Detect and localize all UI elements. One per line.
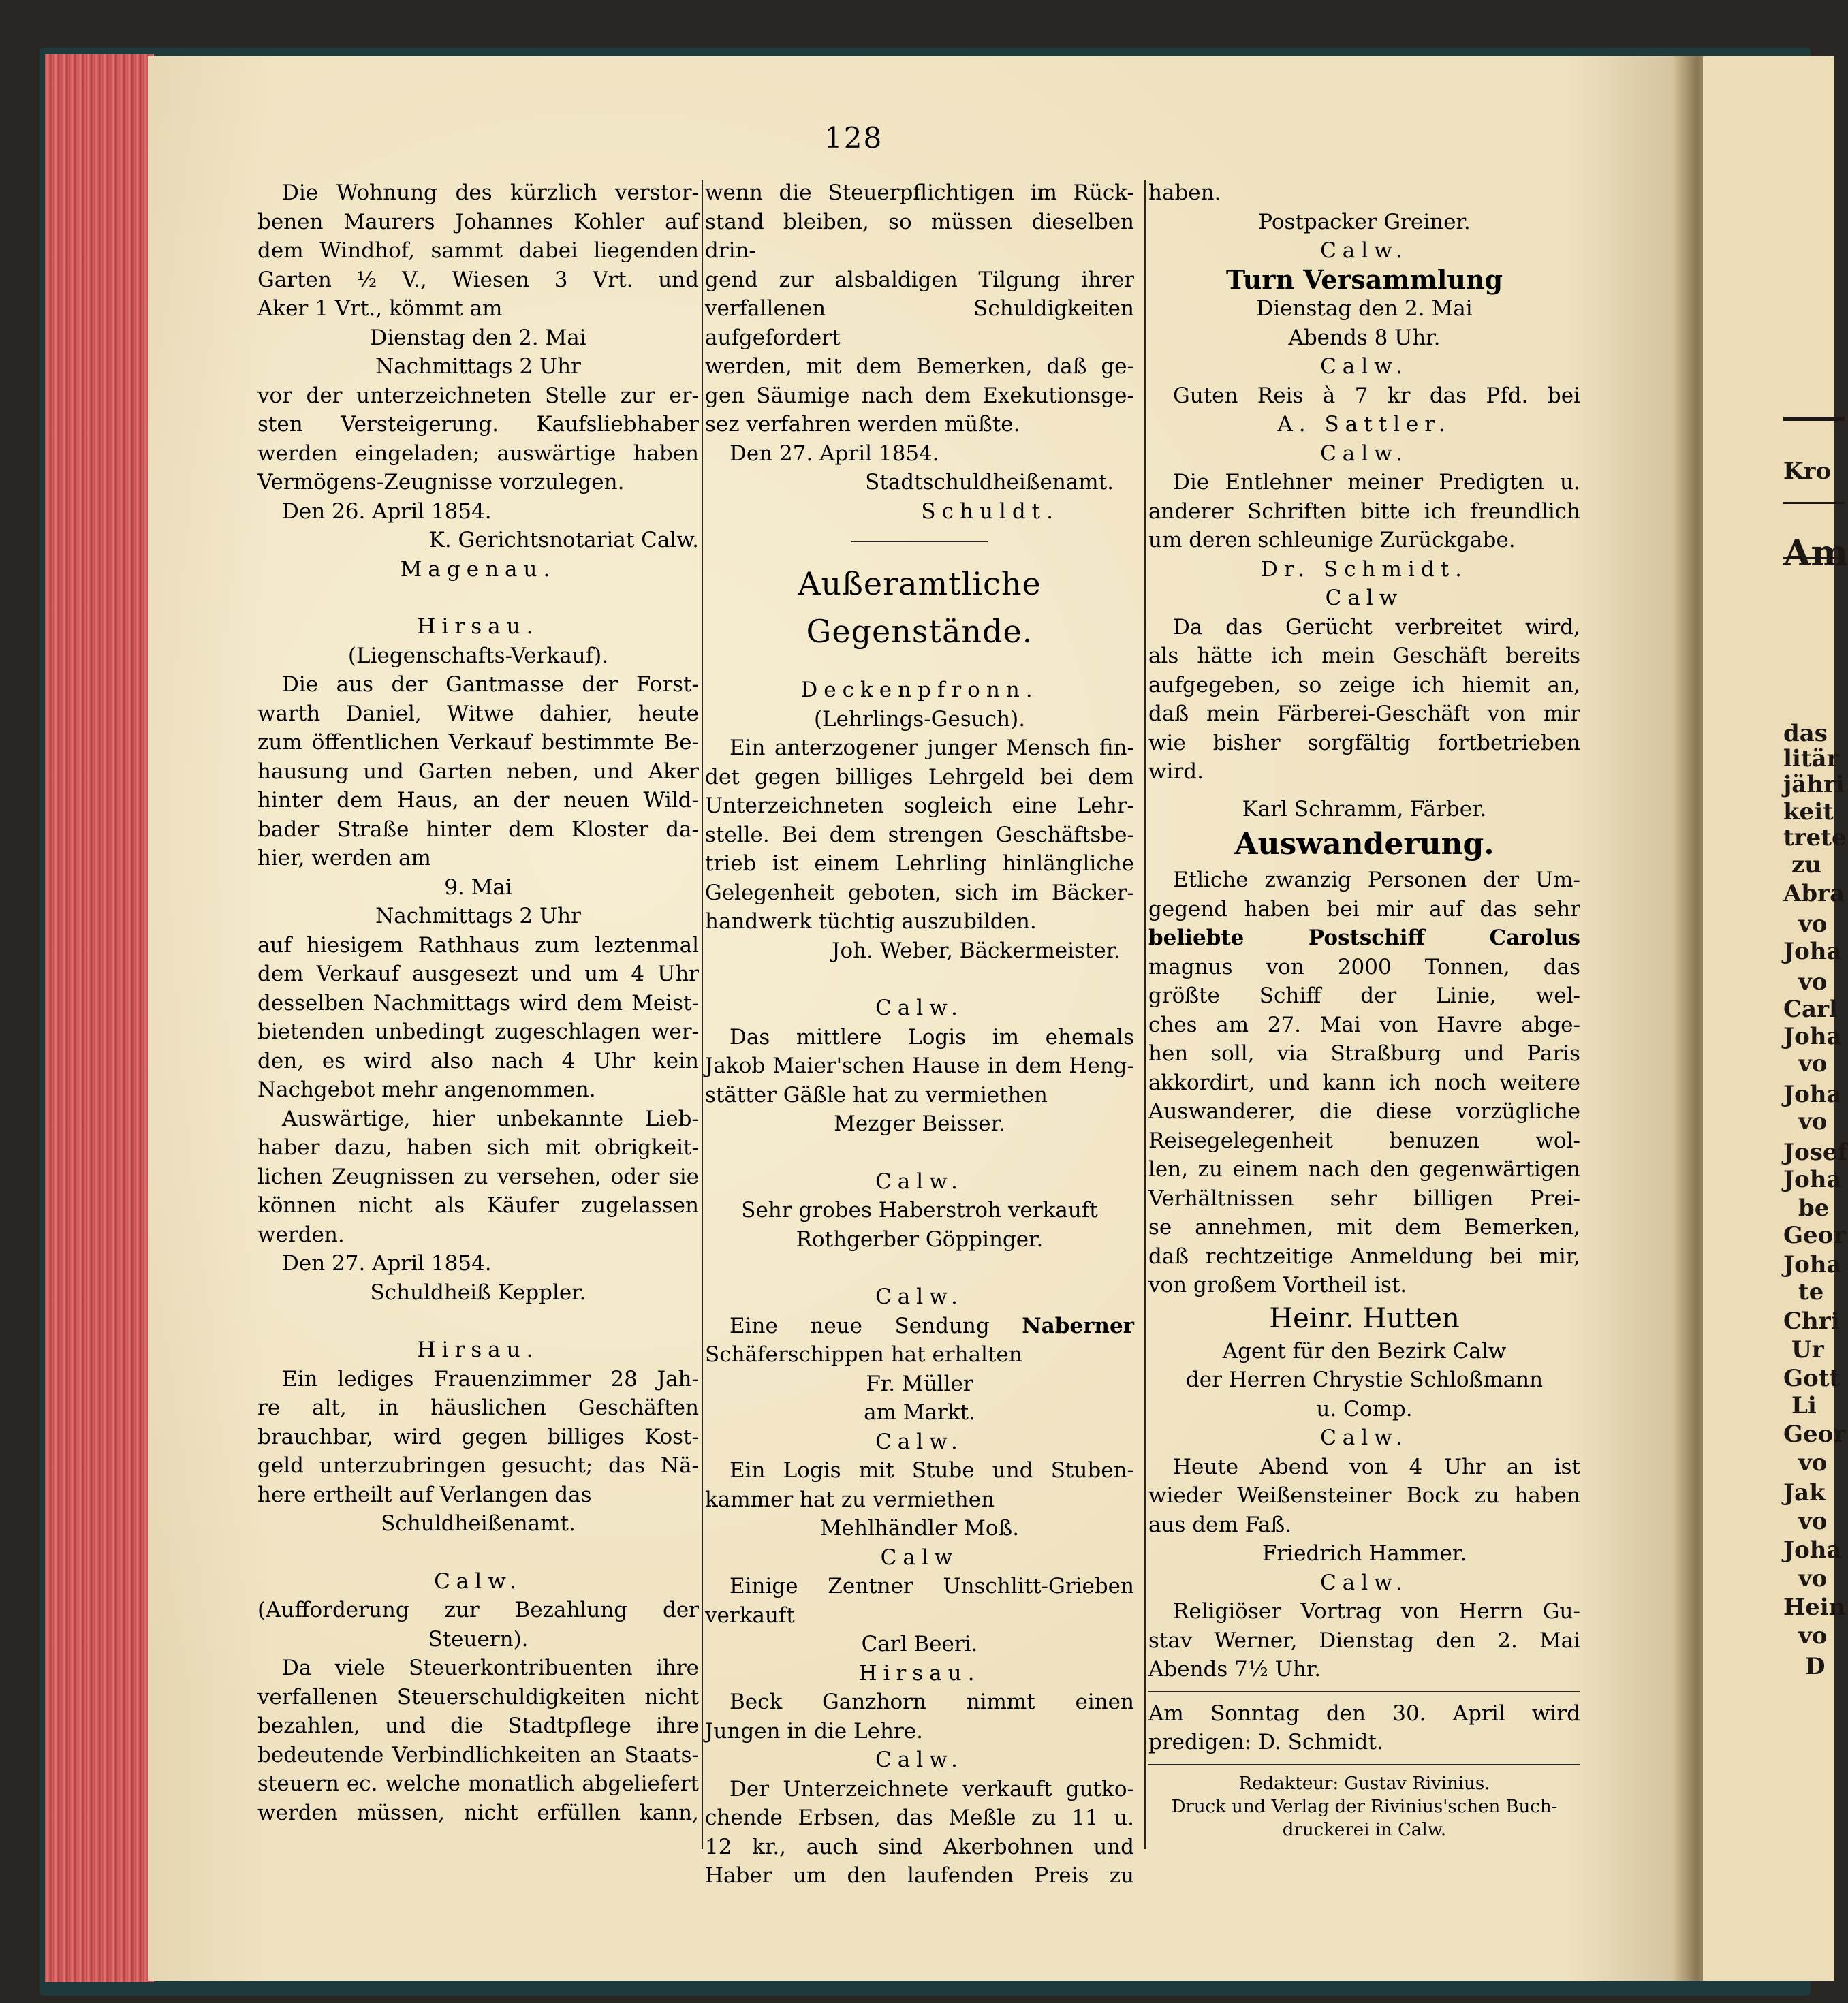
text-line: Ein Logis mit Stube und Stuben-: [730, 1458, 1134, 1483]
next-page-word-fragment: Am: [1783, 533, 1848, 574]
next-page-word-fragment: Abra: [1783, 880, 1845, 907]
text-line: kammer hat zu vermiethen: [705, 1487, 995, 1512]
next-page-word-fragment: Joha: [1783, 1536, 1842, 1564]
text-line: als hätte ich mein Geschäft bereits: [1148, 644, 1580, 668]
text-run-bold: Naberner: [1022, 1313, 1134, 1338]
text-line: Sehr grobes Haberstroh verkauft: [741, 1198, 1098, 1223]
next-page-word-fragment: Kro: [1783, 458, 1832, 485]
text-line: stand bleiben, so müssen dieselben drin-: [705, 209, 1134, 263]
ad-subtitle: Steuern).: [428, 1626, 529, 1652]
page-number: 128: [824, 121, 883, 155]
next-page-word-fragment: vo: [1798, 1565, 1828, 1592]
text-line: Schäferschippen hat erhalten: [705, 1342, 1022, 1367]
ad-place: Calw.: [875, 1169, 964, 1194]
ad-signer: Schuldheißenamt.: [381, 1511, 576, 1536]
ad-date: Den 26. April 1854.: [282, 499, 492, 524]
ad-calw-bock: [1148, 1423, 1580, 1568]
next-page-word-fragment: Joha: [1783, 1023, 1842, 1050]
text-line: gegend haben bei mir auf das sehr: [1148, 896, 1580, 921]
next-page-fragment: [1703, 56, 1848, 1981]
text-line: hier, werden am: [257, 846, 431, 870]
text-line: Einige Zentner Unschlitt-Grieben: [730, 1574, 1134, 1598]
ad-signer: Schuldt.: [921, 499, 1059, 524]
text-line: Beck Ganzhorn nimmt einen: [730, 1690, 1134, 1714]
next-page-word-fragment: Carl: [1783, 996, 1838, 1023]
page-edges: [45, 54, 154, 1982]
text-line: bietenden unbedingt zugeschlagen wer-: [257, 1020, 699, 1044]
next-page-word-fragment: das: [1783, 720, 1828, 747]
ad-place: Calw.: [875, 996, 964, 1020]
text-line: stätter Gäßle hat zu vermiethen: [705, 1082, 1048, 1107]
text-line: Auswärtige, hier unbekannte Lieb-: [282, 1106, 699, 1131]
text-line: [705, 1312, 1134, 1341]
text-line: zum öffentlichen Verkauf bestimmte Be-: [257, 730, 699, 755]
text-line: werden, mit dem Bemerken, daß ge-: [705, 354, 1134, 379]
text-line: wird.: [1148, 759, 1204, 784]
ad-title: Turn Versammlung: [1225, 264, 1503, 295]
text-line: re alt, in häuslichen Geschäften: [257, 1395, 699, 1420]
text-line: len, zu einem nach den gegenwärtigen: [1148, 1157, 1580, 1182]
ad-subtitle: (Lehrlings-Gesuch).: [813, 706, 1026, 731]
column-2: [705, 178, 1134, 1891]
imprint-line: Redakteur: Gustav Rivinius.: [1238, 1773, 1490, 1794]
text-line: dem Windhof, sammt dabei liegenden: [257, 238, 699, 263]
text-line: Reisegelegenheit benuzen wol-: [1148, 1128, 1580, 1153]
text-line: stelle. Bei dem strengen Geschäftsbe-: [705, 822, 1134, 847]
text-line: predigen: D. Schmidt.: [1148, 1730, 1383, 1754]
ad-signer: Friedrich Hammer.: [1262, 1541, 1467, 1566]
ad-calw-grieben: [705, 1543, 1134, 1659]
text-line: den, es wird also nach 4 Uhr kein: [257, 1048, 699, 1073]
ad-signer: A. Sattler.: [1277, 412, 1452, 437]
imprint: [1148, 1772, 1580, 1842]
text-line: haber dazu, haben sich mit obrigkeit-: [257, 1135, 699, 1160]
column-1: [257, 178, 699, 1827]
text-line: se annehmen, mit dem Bemerken,: [1148, 1215, 1580, 1240]
text-line: gend zur alsbaldigen Tilgung ihrer: [705, 267, 1134, 292]
ad-place: Hirsau.: [858, 1660, 981, 1686]
next-page-word-fragment: Joha: [1783, 1081, 1842, 1108]
next-page-rule: [1783, 502, 1845, 504]
text-line: Nachmittags 2 Uhr: [375, 354, 581, 379]
ad-place: Deckenpfronn.: [800, 678, 1039, 702]
ad-signer: Postpacker Greiner.: [1258, 209, 1471, 234]
text-line: Nachgebot mehr angenommen.: [257, 1077, 596, 1102]
next-page-word-fragment: Joha: [1783, 1251, 1842, 1278]
text-line: Garten ½ V., Wiesen 3 Vrt. und: [257, 267, 699, 292]
ad-place: Calw.: [875, 1429, 964, 1454]
text-line: Ein lediges Frauenzimmer 28 Jah-: [282, 1366, 699, 1391]
ad-calw-erbsen: [705, 1746, 1134, 1891]
next-page-word-fragment: litär: [1783, 745, 1839, 772]
next-page-word-fragment: Joha: [1783, 1166, 1842, 1193]
text-line: Am Sonntag den 30. April wird: [1148, 1701, 1580, 1726]
text-line: können nicht als Käufer zugelassen: [257, 1193, 699, 1218]
ad-office: Stadtschuldheißenamt.: [865, 470, 1114, 494]
text-line: daß mein Färberei-Geschäft von mir: [1148, 701, 1580, 726]
next-page-word-fragment: jähri: [1783, 771, 1845, 798]
text-line: Unterzeichneten sogleich eine Lehr-: [705, 793, 1134, 818]
next-page-word-fragment: vo: [1798, 911, 1828, 938]
text-line: Auswanderer, die diese vorzügliche: [1148, 1099, 1580, 1124]
ad-date: Den 27. April 1854.: [730, 441, 939, 466]
next-page-word-fragment: keit: [1783, 798, 1834, 825]
text-line: Die Wohnung des kürzlich verstor-: [282, 180, 699, 205]
text-line: wieder Weißensteiner Bock zu haben: [1148, 1483, 1580, 1508]
ad-auswanderung: [1148, 823, 1580, 1423]
next-page-word-fragment: vo: [1798, 1108, 1828, 1135]
ad-signer: Mezger Beisser.: [834, 1111, 1005, 1136]
text-line: daß rechtzeitige Anmeldung bei mir,: [1148, 1244, 1580, 1269]
ad-calw-logis: [705, 994, 1134, 1139]
ad-calw-vortrag: [1148, 1568, 1580, 1684]
text-line: hen soll, via Straßburg und Paris: [1148, 1041, 1580, 1066]
ad-signer: Joh. Weber, Bäckermeister.: [832, 938, 1121, 963]
ad-deckenpfronn: [705, 676, 1134, 965]
text-line: 9. Mai: [444, 874, 512, 900]
text-line: aufgegeben, so zeige ich hiemit an,: [1148, 672, 1580, 697]
text-line: Dienstag den 2. Mai: [1256, 296, 1473, 321]
text-line: handwerk tüchtig auszubilden.: [705, 909, 1037, 934]
ad-place: Calw: [880, 1545, 959, 1570]
ad-agent-line: Agent für den Bezirk Calw: [1222, 1338, 1507, 1363]
text-line: verfallenen Schuldigkeiten aufgefordert: [705, 296, 1134, 350]
next-page-word-fragment: vo: [1798, 1508, 1828, 1535]
separator-rule: [851, 541, 988, 542]
ad-place: Calw.: [1320, 1425, 1409, 1450]
text-line: um deren schleunige Zurückgabe.: [1148, 528, 1516, 552]
next-page-word-fragment: vo: [1798, 1622, 1828, 1650]
text-line: verkauft: [705, 1603, 795, 1628]
ad-hirsau-ganzhorn: [705, 1659, 1134, 1746]
ad-subtitle: (Aufforderung zur Bezahlung der: [257, 1598, 699, 1622]
ad-office: K. Gerichtsnotariat Calw.: [428, 528, 699, 552]
ad-date: Den 27. April 1854.: [282, 1251, 492, 1276]
text-run: Eine neue Sendung: [730, 1313, 990, 1338]
text-line: Religiöser Vortrag von Herrn Gu-: [1173, 1599, 1580, 1624]
text-line: Haber um den laufenden Preis zu: [705, 1863, 1134, 1888]
ad-signer: Carl Beeri.: [861, 1632, 978, 1656]
ad-signer-address: am Markt.: [864, 1400, 975, 1425]
text-line: anderer Schriften bitte ich freundlich: [1148, 499, 1580, 524]
text-line: vor der unterzeichneten Stelle zur er-: [257, 383, 699, 408]
ad-signer: Magenau.: [400, 556, 557, 582]
text-line: trieb ist einem Lehrling hinlängliche: [705, 851, 1134, 876]
next-page-word-fragment: Geor: [1783, 1421, 1846, 1448]
text-line: Jungen in die Lehre.: [705, 1718, 923, 1744]
ad-signer: Mehlhändler Moß.: [819, 1516, 1020, 1541]
column-3: [1148, 178, 1580, 1842]
text-line: wenn die Steuerpflichtigen im Rück-: [705, 180, 1134, 205]
next-page-word-fragment: vo: [1798, 1449, 1828, 1477]
text-line: chende Erbsen, das Meßle zu 11 u.: [705, 1805, 1134, 1830]
text-line: steuern ec. welche monatlich abgeliefert: [257, 1771, 699, 1796]
text-line: desselben Nachmittags wird dem Meist-: [257, 990, 699, 1015]
ad-place: Calw.: [1320, 354, 1409, 379]
text-line: 12 kr., auch sind Akerbohnen und: [705, 1834, 1134, 1859]
text-line: Das mittlere Logis im ehemals: [730, 1024, 1134, 1050]
text-line: Heute Abend von 4 Uhr an ist: [1173, 1454, 1580, 1479]
next-page-word-fragment: trete: [1783, 824, 1847, 851]
imprint-line: druckerei in Calw.: [1282, 1819, 1447, 1840]
text-line: wie bisher sorgfältig fortbetrieben: [1148, 730, 1580, 755]
text-line: Etliche zwanzig Personen der Um-: [1173, 868, 1580, 892]
text-line: Aker 1 Vrt., kömmt am: [257, 296, 503, 321]
ad-agent-line: der Herren Chrystie Schloßmann: [1185, 1368, 1544, 1392]
ad-kohler-auction: [257, 178, 699, 584]
text-line: Vermögens-Zeugnisse vorzulegen.: [257, 470, 625, 494]
ad-subtitle: (Liegenschafts-Verkauf).: [347, 643, 609, 668]
next-page-rule: [1783, 417, 1845, 421]
text-line: werden müssen, nicht erfüllen kann,: [257, 1800, 699, 1825]
ad-signer: Schuldheiß Keppler.: [370, 1280, 586, 1305]
next-page-word-fragment: Ur: [1791, 1336, 1824, 1363]
text-line: brauchbar, wird gegen billiges Kost-: [257, 1424, 699, 1449]
text-line: Dienstag den 2. Mai: [370, 325, 586, 350]
text-line: ches am 27. Mai von Havre abge-: [1148, 1012, 1580, 1037]
text-line: Verhältnissen sehr billigen Prei-: [1148, 1186, 1580, 1211]
text-line: verfallenen Steuerschuldigkeiten nicht: [257, 1684, 699, 1709]
text-line: magnus von 2000 Tonnen, das: [1148, 954, 1580, 979]
ad-signer: Dr. Schmidt.: [1260, 556, 1468, 582]
column-divider: [702, 180, 703, 1849]
ad-place: Calw.: [875, 1748, 964, 1772]
text-line: stav Werner, Dienstag den 2. Mai: [1148, 1628, 1580, 1653]
ad-place: Calw.: [434, 1568, 522, 1594]
ad-calw-faerberei: [1148, 584, 1580, 823]
ad-place: Calw.: [1320, 441, 1409, 466]
text-line: akkordirt, und kann ich noch weitere: [1148, 1070, 1580, 1095]
text-line: Die Entlehner meiner Predigten u.: [1173, 470, 1580, 494]
text-line: beliebte Postschiff Carolus: [1148, 926, 1580, 950]
column-divider: [1144, 180, 1146, 1849]
next-page-word-fragment: Hein: [1783, 1594, 1846, 1621]
text-line: werden eingeladen; auswärtige haben: [257, 441, 699, 466]
text-line: bader Straße hinter dem Kloster da-: [257, 817, 699, 842]
ad-calw-taxes: [257, 1567, 699, 1828]
text-line: benen Maurers Johannes Kohler auf: [257, 209, 699, 234]
text-line: Der Unterzeichnete verkauft gutko-: [730, 1776, 1134, 1801]
text-line: auf hiesigem Rathhaus zum leztenmal: [257, 932, 699, 958]
text-line: Ein anterzogener junger Mensch fin-: [730, 736, 1134, 760]
next-page-word-fragment: be: [1798, 1195, 1830, 1222]
ad-calw-reis: [1148, 352, 1580, 439]
text-line: Abends 7½ Uhr.: [1148, 1657, 1321, 1682]
text-line: größte Schiff der Linie, wel-: [1148, 983, 1580, 1008]
text-line: Da das Gerücht verbreitet wird,: [1173, 614, 1580, 640]
next-page-word-fragment: Geor: [1783, 1222, 1846, 1249]
ad-hirsau-property: [257, 612, 699, 1307]
next-page-word-fragment: Jak: [1783, 1479, 1826, 1507]
ad-place: Calw: [1325, 586, 1404, 610]
ad-place: Calw.: [1320, 238, 1409, 263]
text-line: warth Daniel, Witwe dahier, heute: [257, 701, 699, 726]
sunday-notice: [1148, 1699, 1580, 1757]
text-line: dem Verkauf ausgesezt und um 4 Uhr: [257, 962, 699, 986]
next-page-word-fragment: vo: [1798, 1050, 1828, 1077]
next-page-word-fragment: Chri: [1783, 1308, 1840, 1335]
ad-place: Calw.: [1320, 1570, 1409, 1595]
imprint-line: Druck und Verlag der Rivinius'schen Buch-: [1171, 1796, 1558, 1817]
next-page-word-fragment: Gott: [1783, 1365, 1841, 1392]
ad-signer: Fr. Müller: [866, 1371, 973, 1396]
text-line: Die aus der Gantmasse der Forst-: [282, 672, 699, 697]
text-line: here ertheilt auf Verlangen das: [257, 1482, 592, 1507]
next-page-word-fragment: te: [1798, 1278, 1824, 1306]
text-line: hausung und Garten neben, und Aker: [257, 759, 699, 784]
text-line: Abends 8 Uhr.: [1288, 325, 1441, 350]
ad-signer: Karl Schramm, Färber.: [1242, 796, 1487, 821]
text-line: lichen Zeugnissen zu versehen, oder sie: [257, 1164, 699, 1189]
text-line: gen Säumige nach dem Exekutionsge-: [705, 383, 1134, 408]
text-line: bezahlen, und die Stadtpflege ihre: [257, 1714, 699, 1738]
ad-place: Hirsau.: [417, 614, 539, 639]
ad-calw-erbsen-continued: [1148, 178, 1580, 236]
ad-title: Auswanderung.: [1234, 827, 1494, 862]
separator-rule: [1148, 1764, 1580, 1765]
ad-place: Hirsau.: [417, 1338, 539, 1362]
ad-calw-predigten: [1148, 439, 1580, 584]
ad-place: Calw.: [875, 1284, 964, 1309]
text-line: Jakob Maier'schen Hause in dem Heng-: [705, 1054, 1134, 1078]
ad-calw-taxes-continued: [705, 178, 1134, 526]
text-line: hinter dem Haus, an der neuen Wild-: [257, 788, 699, 813]
text-line: haben.: [1148, 180, 1221, 205]
text-line: sez verfahren werden müßte.: [705, 412, 1020, 437]
ad-hirsau-woman: [257, 1336, 699, 1539]
ad-calw-stube: [705, 1428, 1134, 1543]
text-line: Gelegenheit geboten, sich im Bäcker-: [705, 880, 1134, 905]
ad-calw-schippen: [705, 1282, 1134, 1428]
text-line: aus dem Faß.: [1148, 1512, 1292, 1537]
next-page-word-fragment: Li: [1791, 1392, 1817, 1419]
text-line: Guten Reis à 7 kr das Pfd. bei: [1173, 383, 1580, 408]
ad-calw-haberstroh: [705, 1167, 1134, 1255]
text-line: bedeutende Verbindlichkeiten an Staats-: [257, 1742, 699, 1767]
next-page-word-fragment: Joha: [1783, 938, 1842, 965]
ad-agent-line: u. Comp.: [1316, 1396, 1413, 1421]
text-line: geld unterzubringen gesucht; das Nä-: [257, 1453, 699, 1478]
text-line: werden.: [257, 1222, 345, 1247]
next-page-word-fragment: Josef: [1783, 1139, 1848, 1166]
section-title: Außeramtliche Gegenstände.: [798, 565, 1042, 650]
separator-rule: [1148, 1691, 1580, 1692]
text-line: Nachmittags 2 Uhr: [375, 904, 581, 928]
text-line: sten Versteigerung. Kaufsliebhaber: [257, 412, 699, 437]
text-line: von großem Vortheil ist.: [1148, 1273, 1407, 1297]
next-page-word-fragment: vo: [1798, 968, 1828, 996]
text-line: Da viele Steuerkontribuenten ihre: [282, 1656, 699, 1680]
ad-signer: Rothgerber Göppinger.: [796, 1227, 1044, 1252]
ad-turnverein: [1148, 236, 1580, 352]
text-line: det gegen billiges Lehrgeld bei dem: [705, 764, 1134, 789]
next-page-word-fragment: zu: [1791, 851, 1822, 879]
ad-signer: Heinr. Hutten: [1269, 1302, 1460, 1334]
next-page-word-fragment: D: [1805, 1653, 1826, 1680]
